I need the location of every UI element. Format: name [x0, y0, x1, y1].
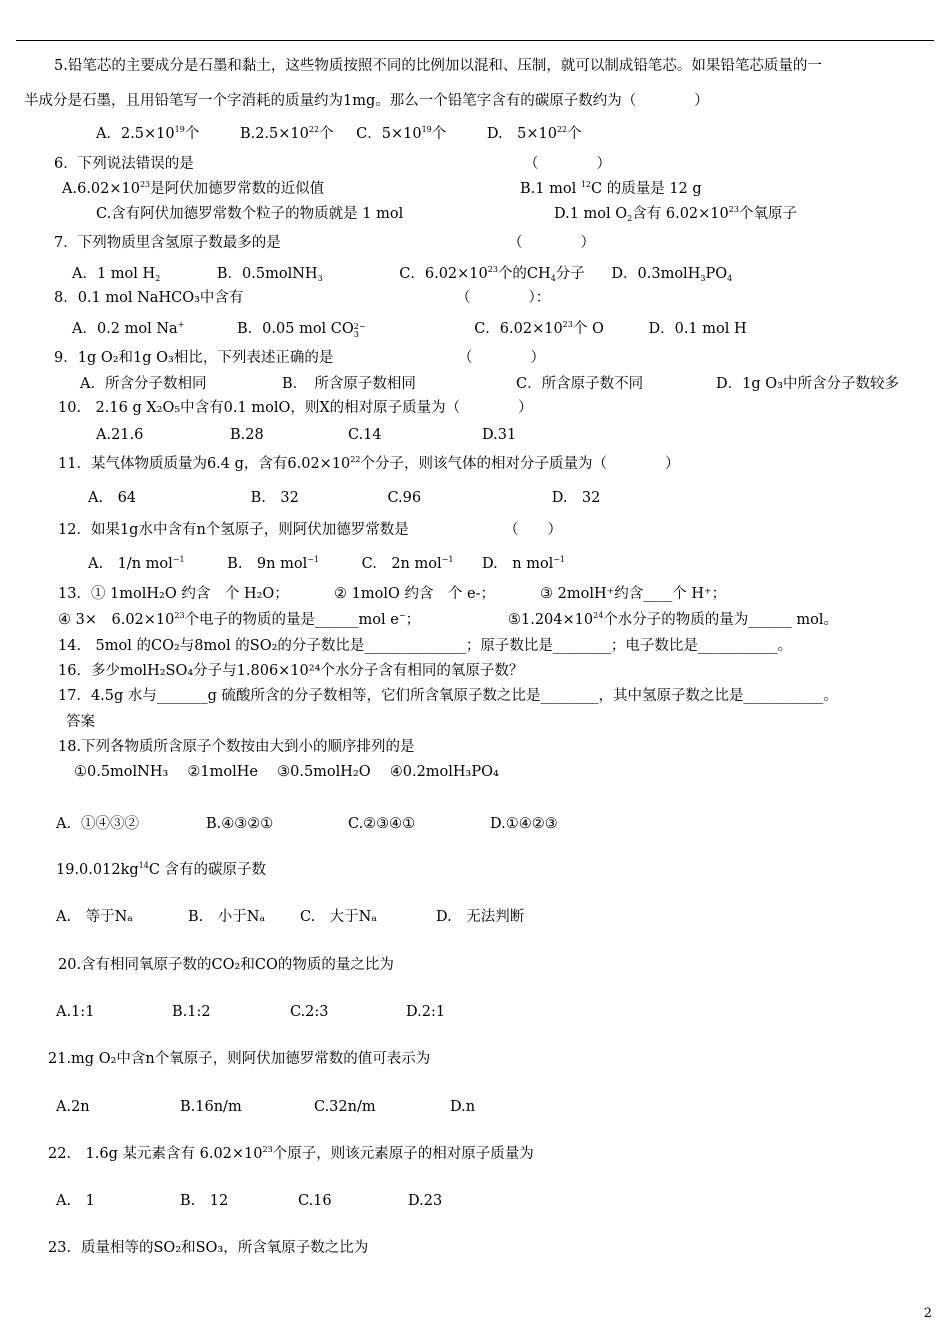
- q9-option-b: B． 所含原子数相同: [282, 376, 416, 392]
- q12-stem: 12．如果1g水中含有n个氢原子，则阿伏加德罗常数是: [58, 522, 409, 538]
- q6-option-c: C.含有阿伏加德罗常数个粒子的物质就是 1 mol: [96, 206, 404, 222]
- q12-options: [88, 554, 565, 574]
- q13-part4: ④ 3× $6.02\times 10^{23}$个电子的物质的量是______mol e−；: [58, 611, 421, 628]
- q7-option-c: C．$6.02\times 10^{23}$个的$CH_4$分子: [399, 265, 585, 283]
- q11-option-b: B. 32: [250, 490, 299, 506]
- q10-option-a: A.21.6: [96, 427, 144, 443]
- q7-option-d: D．$0.3molH_3PO_4$: [611, 266, 733, 283]
- q8-option-b: B．0.05 mol CO2− 3: [237, 321, 366, 339]
- q9-paren: （ ）: [458, 350, 545, 366]
- q20-option-a: A.1:1: [56, 1004, 95, 1020]
- q19-option-b: B. 小于Nₐ: [188, 909, 266, 925]
- q6-stem: 6．下列说法错误的是: [54, 156, 194, 172]
- q12-option-b: B. 9n mol$^{-1}$: [227, 555, 320, 572]
- q16-text: 16．多少molH₂SO₄分子与1.806×10²⁴个水分子含有相同的氧原子数？: [58, 663, 524, 679]
- q10-option-d: D.31: [482, 427, 517, 443]
- q18-option-c: C.②③④①: [348, 816, 416, 832]
- q13-part2: ② 1molO 约含 个 e-；: [334, 586, 496, 602]
- q22-option-b: B. 12: [180, 1193, 229, 1209]
- q9-option-c: C．所含原子数不同: [516, 376, 644, 392]
- q6-option-a: $A.6.02\times 10^{23}$是阿伏加德罗常数的近似值: [62, 180, 325, 197]
- q14-text: 14. 5mol 的CO₂与8mol 的SO₂的分子数比是______________；原子数比是________；电子数比是___________。: [58, 638, 793, 654]
- q18-items: ①0.5molNH₃ ②1molHe ③0.5molH₂O ④0.2molH₃PO₄: [74, 764, 499, 780]
- q6-option-b: B.1 mol $^{12}$C 的质量是 12 g: [520, 180, 702, 197]
- q5-line1: 5.铅笔芯的主要成分是石墨和黏土，这些物质按照不同的比例加以混和、压制，就可以制成铅笔芯。如果铅笔芯质量的一: [54, 58, 822, 74]
- q19-option-c: C. 大于Nₐ: [300, 909, 377, 925]
- q20-option-b: B.1:2: [172, 1004, 211, 1020]
- q11-option-d: D. 32: [551, 490, 601, 506]
- q8-stem: 8．0.1 mol NaHCO₃中含有: [54, 290, 244, 306]
- page-number: 2: [923, 1306, 932, 1321]
- q8-option-a: A．0.2 mol Na+: [72, 320, 185, 337]
- q12-option-a: A. 1/n mol$^{-1}$: [88, 555, 185, 572]
- q19-stem: $19.0.012kg^{14}C$ 含有的碳原子数: [56, 861, 267, 878]
- q21-option-b: B.16n/m: [180, 1099, 242, 1115]
- q21-option-a: A.2n: [56, 1099, 90, 1115]
- q5-option-b: $B.2.5\times 10^{22}$个: [239, 125, 334, 142]
- q8-paren: （ ）：: [456, 290, 551, 306]
- q5-options: [96, 124, 582, 144]
- q7-option-a: A．1 mol $H_2$: [72, 266, 161, 283]
- q23-stem: 23．质量相等的SO₂和SO₃，所含氧原子数之比为: [48, 1240, 369, 1256]
- q11-option-a: A. 64: [88, 490, 137, 506]
- q19-option-a: A. 等于Nₐ: [56, 909, 133, 925]
- q12-paren: （ ）: [504, 522, 562, 538]
- q8-option-d: D．0.1 mol H: [648, 321, 747, 337]
- q18-option-d: D.①④②③: [490, 816, 558, 832]
- q17-text: 17．4.5g 水与_______g 硫酸所含的分子数相等，它们所含氧原子数之比是________，其中氢原子数之比是___________。: [58, 688, 838, 704]
- q7-stem: 7．下列物质里含氢原子数最多的是: [54, 235, 281, 251]
- q20-option-d: D.2:1: [406, 1004, 446, 1020]
- q7-paren: （ ）: [508, 235, 595, 251]
- q13-part3: ③ 2molH⁺约含____个 H⁺；: [540, 586, 727, 602]
- q5-option-a: A．$2.5\times 10^{19}$个: [96, 125, 200, 142]
- q19-option-d: D. 无法判断: [436, 909, 525, 925]
- q21-option-d: D.n: [450, 1099, 476, 1115]
- q17-answer-label: 答案: [66, 714, 95, 730]
- q10-option-b: B.28: [230, 427, 264, 443]
- q22-option-a: A. 1: [56, 1193, 95, 1209]
- q22-stem: 22. 1.6g 某元素含有 $6.02\times 10^{23}$个原子，则该元素原子的相对原子质量为: [48, 1145, 534, 1162]
- q11-option-c: C.96: [387, 490, 422, 506]
- q21-stem: 21.mg O₂中含n个氧原子，则阿伏加德罗常数的值可表示为: [48, 1051, 431, 1067]
- q5-option-d: D. $5\times 10^{22}$个: [486, 125, 582, 142]
- q5-option-c: C．$5\times 10^{19}$个: [356, 125, 447, 142]
- q22-option-c: C.16: [298, 1193, 332, 1209]
- q18-stem: 18.下列各物质所含原子个数按由大到小的顺序排列的是: [58, 739, 415, 755]
- q13-part5: $⑤1.204\times 10^{24}$个水分子的物质的量为______ mol。: [508, 611, 839, 628]
- q20-option-c: C.2:3: [290, 1004, 329, 1020]
- q9-stem: 9．1g O₂和1g O₃相比，下列表述正确的是: [54, 350, 334, 366]
- q12-option-d: D. n mol$^{-1}$: [482, 555, 566, 572]
- q6-paren: （ ）: [524, 156, 611, 172]
- q18-option-a: A．①④③②: [56, 816, 139, 832]
- q20-stem: 20.含有相同氧原子数的CO₂和CO的物质的量之比为: [58, 957, 394, 973]
- q8-options: [72, 319, 747, 339]
- q7-option-b: B．0.5molNH$_3$: [216, 266, 323, 283]
- q12-option-c: C. 2n mol$^{-1}$: [361, 555, 454, 572]
- q8-option-c: C．$6.02\times 10^{23}$个 O: [474, 320, 604, 337]
- q22-option-d: D.23: [408, 1193, 443, 1209]
- q7-options: [72, 264, 732, 284]
- q10-stem: 10. 2.16 g X₂O₅中含有0.1 molO，则X的相对原子质量为（ ）: [58, 400, 533, 416]
- q10-option-c: C.14: [348, 427, 382, 443]
- q6-option-d: D.1 mol $O_2$含有 $6.02\times 10^{23}$个氧原子: [554, 205, 797, 223]
- q18-option-b: B.④③②①: [206, 816, 274, 832]
- q11-options: [88, 488, 600, 508]
- header-rule: [16, 40, 934, 41]
- q11-stem: 11．某气体物质质量为6.4 g，含有$6.02\times 10^{22}$个分子，则该气体的相对分子质量为（ ）: [58, 455, 680, 472]
- q21-option-c: C.32n/m: [314, 1099, 376, 1115]
- q13-part1: 13．① 1molH₂O 约含 个 H₂O；: [58, 586, 289, 602]
- q9-option-a: A．所含分子数相同: [80, 376, 207, 392]
- q5-line2: 半成分是石墨，且用铅笔写一个字消耗的质量约为1mg。那么一个铅笔字含有的碳原子数约为（ ）: [24, 93, 709, 109]
- q9-option-d: D．1g O₃中所含分子数较多: [716, 376, 899, 392]
